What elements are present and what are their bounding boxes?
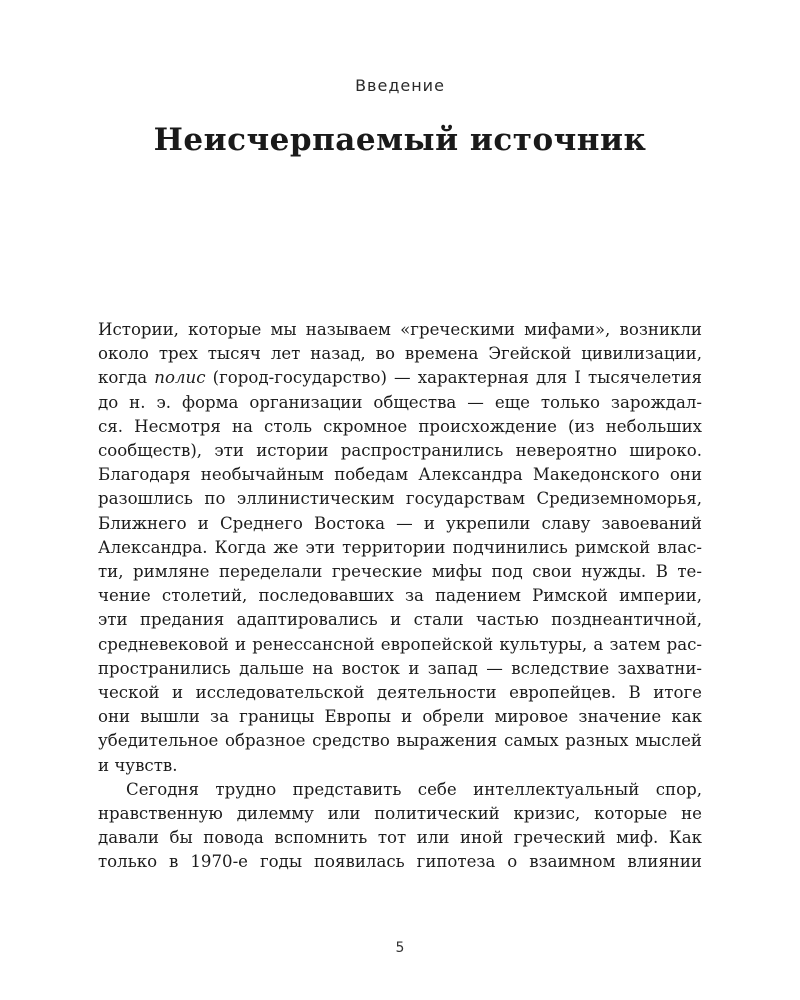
- text-line: Истории, которые мы называем «греческими мифами», возникли: [98, 320, 702, 339]
- text-line: сообществ), эти истории распространились невероятно широко.: [98, 441, 702, 461]
- text-line: они вышли за границы Европы и обрели мировое значение как: [98, 707, 702, 727]
- text-line: средневековой и ренессансной европейской культуры, а затем рас-: [98, 634, 702, 654]
- text-line: [98, 366, 702, 390]
- text-line: и чувств.: [98, 755, 178, 775]
- italic-term: полис: [154, 368, 206, 388]
- text-segment: (город-государство) — характерная для I тысячелетия: [205, 368, 702, 388]
- chapter-title: Неисчерпаемый источник: [153, 122, 647, 158]
- text-line: ти, римляне переделали греческие мифы под свои нужды. В те-: [98, 562, 702, 582]
- text-line: эти предания адаптировались и стали частью позднеантичной,: [98, 610, 702, 630]
- text-line: разошлись по эллинистическим государствам Средиземноморья,: [98, 489, 702, 509]
- text-segment: когда: [98, 368, 155, 388]
- text-line: только в 1970-е годы появилась гипотеза о взаимном влиянии: [98, 852, 702, 872]
- text-line: Ближнего и Среднего Востока — и укрепили славу завоеваний: [98, 513, 702, 533]
- text-line: до н. э. форма организации общества — еще только зарождал-: [98, 392, 702, 412]
- text-line: ческой и исследовательской деятельности европейцев. В итоге: [98, 683, 702, 703]
- body-text: [98, 318, 702, 875]
- text-line: пространились дальше на восток и запад — вследствие захватни-: [98, 658, 702, 678]
- text-line: чение столетий, последовавших за падением Римской империи,: [98, 586, 702, 606]
- text-line: убедительное образное средство выражения самых разных мыслей: [98, 731, 702, 751]
- text-line: около трех тысяч лет назад, во времена Эгейской цивилизации,: [98, 344, 702, 364]
- text-line: ся. Несмотря на столь скромное происхождение (из небольших: [98, 416, 702, 436]
- text-line: Благодаря необычайным победам Александра Македонского они: [98, 465, 702, 485]
- text-line: нравственную дилемму или политический кризис, которые не: [98, 804, 702, 824]
- text-line: давали бы повода вспомнить тот или иной греческий миф. Как: [98, 828, 702, 848]
- text-line: Сегодня трудно представить себе интеллектуальный спор,: [126, 779, 702, 799]
- page-number: 5: [395, 940, 405, 956]
- text-line: Александра. Когда же эти территории подчинились римской влас-: [98, 537, 702, 557]
- section-label: Введение: [355, 76, 445, 95]
